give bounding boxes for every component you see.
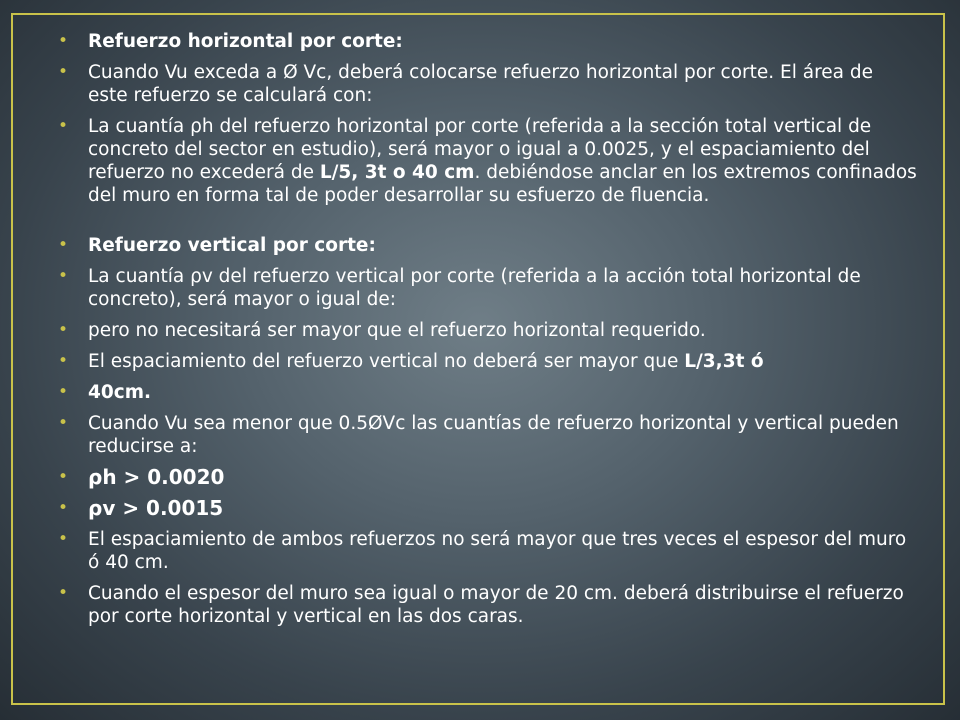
bullet-item: [58, 412, 918, 458]
bullet-item: [58, 61, 918, 107]
bullet-list: [58, 30, 918, 636]
bullet-bold: L/3,3t ó: [684, 351, 764, 372]
bullet-item: [58, 319, 918, 342]
bullet-text: La cuantía ρh del refuerzo horizontal por corte (referida a la sección total vertical de concreto del sector en estudio), será mayor o igual a 0.0025, y el espaciamiento del refuerzo no excederá de: [88, 116, 872, 183]
bullet-bold: L/5, 3t o 40 cm: [319, 162, 475, 183]
bullet-item: [58, 381, 918, 404]
bullet-item: [58, 497, 918, 520]
bullet-text: Cuando Vu exceda a Ø Vc, deberá colocarse refuerzo horizontal por corte. El área de este refuerzo se calculará con:: [88, 62, 874, 106]
bullet-text: El espaciamiento del refuerzo vertical no deberá ser mayor que: [88, 351, 685, 372]
bullet-item: [58, 582, 918, 628]
bullet-item: [58, 30, 918, 53]
bullet-bold: ρh > 0.0020: [88, 465, 225, 489]
bullet-text: Cuando el espesor del muro sea igual o mayor de 20 cm. deberá distribuirse el refuerzo por corte horizontal y vertical en las dos caras.: [88, 583, 904, 627]
bullet-text: Cuando Vu sea menor que 0.5ØVc las cuantías de refuerzo horizontal y vertical pueden reducirse a:: [88, 413, 899, 457]
bullet-item: [58, 466, 918, 489]
bullet-text: La cuantía ρv del refuerzo vertical por corte (referida a la acción total horizontal de concreto), será mayor o igual de:: [88, 266, 861, 310]
bullet-item: [58, 350, 918, 373]
heading-horizontal: Refuerzo horizontal por corte:: [88, 31, 403, 52]
bullet-item: [58, 234, 918, 257]
bullet-text: El espaciamiento de ambos refuerzos no será mayor que tres veces el espesor del muro ó 40 cm.: [88, 529, 907, 573]
bullet-text: . debiéndose anclar en los extremos confinados del muro en forma tal de poder desarrollar su esfuerzo de fluencia.: [88, 162, 917, 206]
bullet-item: [58, 265, 918, 311]
bullet-bold: ρv > 0.0015: [88, 496, 224, 520]
bullet-item: [58, 115, 918, 207]
heading-vertical: Refuerzo vertical por corte:: [88, 235, 376, 256]
bullet-bold: 40cm.: [88, 382, 152, 403]
bullet-item: [58, 528, 918, 574]
bullet-text: pero no necesitará ser mayor que el refuerzo horizontal requerido.: [88, 320, 706, 341]
